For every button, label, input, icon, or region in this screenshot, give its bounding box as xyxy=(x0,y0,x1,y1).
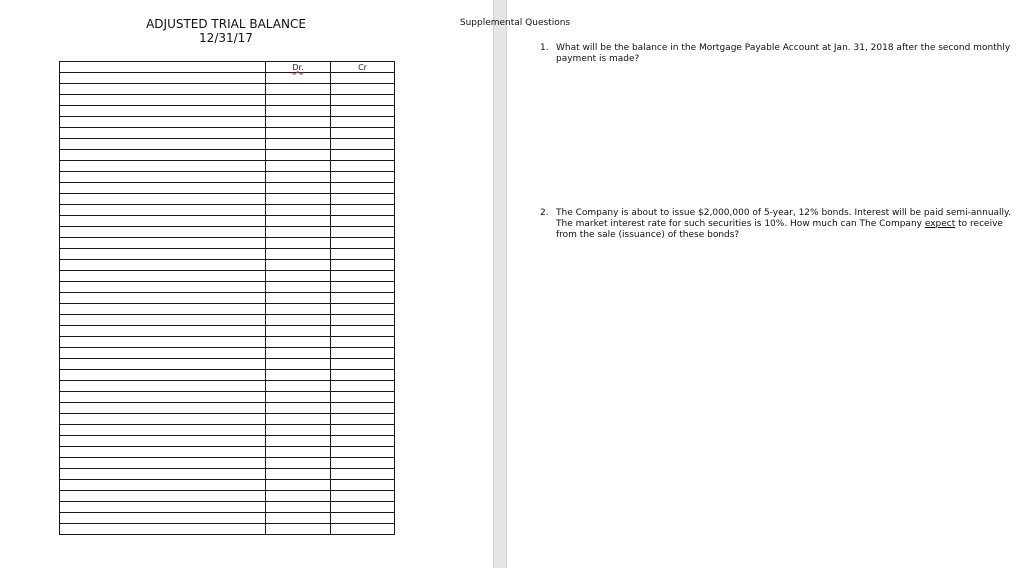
credit-header-cell[interactable]: Cr xyxy=(331,62,395,73)
debit-cell[interactable] xyxy=(266,513,331,524)
table-row xyxy=(60,392,395,403)
table-row xyxy=(60,238,395,249)
trial-balance-table xyxy=(59,61,395,535)
debit-cell[interactable] xyxy=(266,326,331,337)
account-cell[interactable] xyxy=(60,425,266,436)
credit-cell[interactable] xyxy=(331,106,395,117)
account-cell[interactable] xyxy=(60,84,266,95)
table-row xyxy=(60,458,395,469)
question-2 xyxy=(540,208,1016,241)
credit-cell[interactable] xyxy=(331,480,395,491)
table-row xyxy=(60,304,395,315)
account-cell[interactable] xyxy=(60,414,266,425)
credit-cell[interactable] xyxy=(331,84,395,95)
debit-cell[interactable] xyxy=(266,447,331,458)
credit-cell[interactable] xyxy=(331,469,395,480)
credit-cell[interactable] xyxy=(331,315,395,326)
credit-cell[interactable] xyxy=(331,95,395,106)
account-cell[interactable] xyxy=(60,238,266,249)
account-cell[interactable] xyxy=(60,469,266,480)
credit-cell[interactable] xyxy=(331,139,395,150)
debit-cell[interactable] xyxy=(266,260,331,271)
debit-cell[interactable] xyxy=(266,337,331,348)
table-row xyxy=(60,150,395,161)
credit-cell[interactable] xyxy=(331,304,395,315)
debit-cell[interactable] xyxy=(266,183,331,194)
debit-cell[interactable] xyxy=(266,491,331,502)
debit-cell[interactable] xyxy=(266,95,331,106)
account-cell[interactable] xyxy=(60,491,266,502)
debit-cell[interactable] xyxy=(266,117,331,128)
debit-cell[interactable] xyxy=(266,381,331,392)
credit-cell[interactable] xyxy=(331,414,395,425)
credit-cell[interactable] xyxy=(331,271,395,282)
debit-header-label: Dr. xyxy=(292,62,304,72)
table-row xyxy=(60,128,395,139)
account-cell[interactable] xyxy=(60,249,266,260)
debit-cell[interactable] xyxy=(266,84,331,95)
table-row xyxy=(60,469,395,480)
credit-cell[interactable] xyxy=(331,337,395,348)
credit-cell[interactable] xyxy=(331,326,395,337)
table-row xyxy=(60,95,395,106)
credit-cell[interactable] xyxy=(331,458,395,469)
account-cell[interactable] xyxy=(60,260,266,271)
supplemental-questions-title: Supplemental Questions xyxy=(459,18,571,28)
table-row xyxy=(60,183,395,194)
question-number: 2. xyxy=(540,208,549,218)
account-cell[interactable] xyxy=(60,502,266,513)
supplemental-questions-page xyxy=(507,0,1024,568)
account-cell[interactable] xyxy=(60,172,266,183)
debit-cell[interactable] xyxy=(266,436,331,447)
credit-cell[interactable] xyxy=(331,216,395,227)
table-row xyxy=(60,282,395,293)
credit-cell[interactable] xyxy=(331,381,395,392)
credit-cell[interactable] xyxy=(331,348,395,359)
credit-cell[interactable] xyxy=(331,282,395,293)
account-cell[interactable] xyxy=(60,447,266,458)
trial-balance-title: ADJUSTED TRIAL BALANCE xyxy=(146,17,306,31)
debit-cell[interactable] xyxy=(266,524,331,535)
credit-cell[interactable] xyxy=(331,238,395,249)
account-cell[interactable] xyxy=(60,315,266,326)
credit-cell[interactable] xyxy=(331,150,395,161)
table-row xyxy=(60,480,395,491)
debit-cell[interactable] xyxy=(266,271,331,282)
account-cell[interactable] xyxy=(60,106,266,117)
debit-cell[interactable] xyxy=(266,469,331,480)
table-row xyxy=(60,117,395,128)
debit-cell[interactable] xyxy=(266,238,331,249)
debit-cell[interactable] xyxy=(266,304,331,315)
table-row xyxy=(60,249,395,260)
account-cell[interactable] xyxy=(60,117,266,128)
debit-cell[interactable] xyxy=(266,249,331,260)
question-text: What will be the balance in the Mortgage Payable Account at Jan. 31, 2018 after the second monthly payment is made? xyxy=(556,43,1011,64)
account-cell[interactable] xyxy=(60,381,266,392)
credit-cell[interactable] xyxy=(331,425,395,436)
account-cell[interactable] xyxy=(60,128,266,139)
account-cell[interactable] xyxy=(60,524,266,535)
account-cell[interactable] xyxy=(60,73,266,84)
account-cell[interactable] xyxy=(60,436,266,447)
debit-cell[interactable] xyxy=(266,205,331,216)
account-cell[interactable] xyxy=(60,293,266,304)
credit-cell[interactable] xyxy=(331,403,395,414)
table-row xyxy=(60,205,395,216)
credit-cell[interactable] xyxy=(331,117,395,128)
credit-cell[interactable] xyxy=(331,249,395,260)
credit-cell[interactable] xyxy=(331,161,395,172)
table-row xyxy=(60,73,395,84)
credit-cell[interactable] xyxy=(331,205,395,216)
account-cell[interactable] xyxy=(60,95,266,106)
account-cell[interactable] xyxy=(60,161,266,172)
debit-cell[interactable] xyxy=(266,282,331,293)
account-cell[interactable] xyxy=(60,348,266,359)
debit-cell[interactable] xyxy=(266,392,331,403)
account-cell[interactable] xyxy=(60,271,266,282)
account-cell[interactable] xyxy=(60,205,266,216)
debit-cell[interactable] xyxy=(266,425,331,436)
table-row xyxy=(60,84,395,95)
account-cell[interactable] xyxy=(60,370,266,381)
account-cell[interactable] xyxy=(60,392,266,403)
debit-cell[interactable] xyxy=(266,480,331,491)
table-header-row xyxy=(60,62,395,73)
table-row xyxy=(60,436,395,447)
credit-cell[interactable] xyxy=(331,513,395,524)
question-text-underlined: expect xyxy=(924,219,956,229)
debit-cell[interactable] xyxy=(266,359,331,370)
debit-cell[interactable] xyxy=(266,128,331,139)
account-cell[interactable] xyxy=(60,337,266,348)
question-number: 1. xyxy=(540,43,549,53)
table-row xyxy=(60,447,395,458)
question-text-before: The Company is about to issue $2,000,000 of 5-year, 12% bonds. Interest will be paid semi-annually. The market interest rate for such securities is 10%. How much can The Company xyxy=(556,208,1011,229)
credit-cell[interactable] xyxy=(331,447,395,458)
debit-cell[interactable] xyxy=(266,370,331,381)
debit-cell[interactable] xyxy=(266,403,331,414)
table-row xyxy=(60,337,395,348)
debit-cell[interactable] xyxy=(266,293,331,304)
account-cell[interactable] xyxy=(60,359,266,370)
table-row xyxy=(60,139,395,150)
credit-cell[interactable] xyxy=(331,524,395,535)
account-cell[interactable] xyxy=(60,458,266,469)
question-text-after: to receive from the sale (issuance) of these bonds? xyxy=(556,219,1003,240)
table-row xyxy=(60,491,395,502)
trial-balance-date: 12/31/17 xyxy=(199,31,253,45)
account-cell[interactable] xyxy=(60,227,266,238)
table-row xyxy=(60,315,395,326)
account-cell[interactable] xyxy=(60,183,266,194)
debit-cell[interactable] xyxy=(266,106,331,117)
credit-cell[interactable] xyxy=(331,227,395,238)
page-divider xyxy=(493,0,507,568)
credit-cell[interactable] xyxy=(331,370,395,381)
credit-cell[interactable] xyxy=(331,172,395,183)
table-row xyxy=(60,414,395,425)
table-row xyxy=(60,370,395,381)
account-cell[interactable] xyxy=(60,282,266,293)
account-cell[interactable] xyxy=(60,513,266,524)
account-header-cell[interactable] xyxy=(60,62,266,73)
account-cell[interactable] xyxy=(60,150,266,161)
account-cell[interactable] xyxy=(60,403,266,414)
question-1 xyxy=(540,43,1016,65)
debit-cell[interactable] xyxy=(266,194,331,205)
account-cell[interactable] xyxy=(60,216,266,227)
credit-cell[interactable] xyxy=(331,491,395,502)
debit-cell[interactable] xyxy=(266,161,331,172)
credit-cell[interactable] xyxy=(331,194,395,205)
table-row xyxy=(60,227,395,238)
table-row xyxy=(60,194,395,205)
table-row xyxy=(60,216,395,227)
credit-cell[interactable] xyxy=(331,73,395,84)
debit-cell[interactable] xyxy=(266,172,331,183)
table-row xyxy=(60,359,395,370)
table-row xyxy=(60,513,395,524)
credit-cell[interactable] xyxy=(331,260,395,271)
debit-cell[interactable] xyxy=(266,458,331,469)
debit-cell[interactable] xyxy=(266,414,331,425)
table-row xyxy=(60,502,395,513)
table-row xyxy=(60,348,395,359)
debit-cell[interactable] xyxy=(266,139,331,150)
debit-cell[interactable] xyxy=(266,227,331,238)
credit-cell[interactable] xyxy=(331,392,395,403)
credit-cell[interactable] xyxy=(331,128,395,139)
debit-cell[interactable] xyxy=(266,216,331,227)
table-row xyxy=(60,271,395,282)
debit-cell[interactable] xyxy=(266,315,331,326)
account-cell[interactable] xyxy=(60,194,266,205)
debit-cell[interactable] xyxy=(266,150,331,161)
table-row xyxy=(60,326,395,337)
account-cell[interactable] xyxy=(60,326,266,337)
debit-cell[interactable] xyxy=(266,73,331,84)
credit-cell[interactable] xyxy=(331,293,395,304)
table-row xyxy=(60,260,395,271)
debit-header-cell[interactable] xyxy=(266,62,331,73)
table-row xyxy=(60,403,395,414)
table-row xyxy=(60,293,395,304)
debit-cell[interactable] xyxy=(266,502,331,513)
credit-cell[interactable] xyxy=(331,436,395,447)
trial-balance-page xyxy=(0,0,493,568)
table-row xyxy=(60,381,395,392)
debit-cell[interactable] xyxy=(266,348,331,359)
account-cell[interactable] xyxy=(60,304,266,315)
account-cell[interactable] xyxy=(60,139,266,150)
credit-cell[interactable] xyxy=(331,183,395,194)
table-row xyxy=(60,161,395,172)
table-row xyxy=(60,106,395,117)
table-row xyxy=(60,172,395,183)
table-row xyxy=(60,425,395,436)
table-row xyxy=(60,524,395,535)
account-cell[interactable] xyxy=(60,480,266,491)
credit-cell[interactable] xyxy=(331,359,395,370)
credit-cell[interactable] xyxy=(331,502,395,513)
